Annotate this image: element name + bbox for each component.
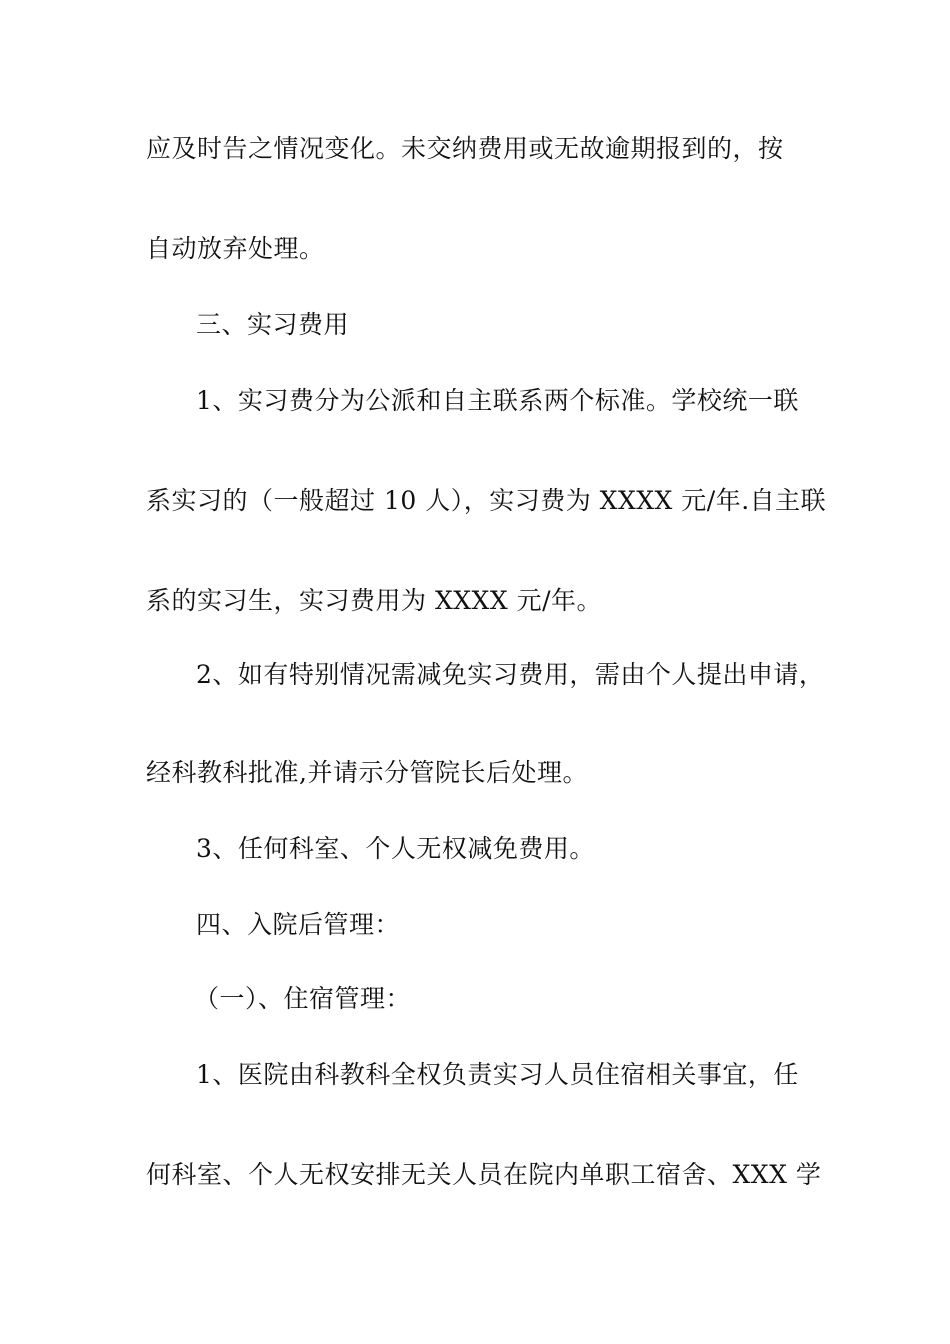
- paragraph-line: 应及时告之情况变化。未交纳费用或无故逾期报到的，按: [146, 134, 784, 163]
- subsection-heading-housing: （一）、住宿管理：: [194, 984, 412, 1013]
- paragraph-line: 自动放弃处理。: [146, 234, 325, 263]
- section-heading-fees: 三、实习费用: [196, 310, 350, 339]
- paragraph-line: 1、医院由科教科全权负责实习人员住宿相关事宜，任: [196, 1060, 799, 1089]
- paragraph-line: 3、任何科室、个人无权减免费用。: [196, 834, 595, 863]
- paragraph-line: 系的实习生，实习费用为 XXXX 元/年。: [146, 586, 603, 615]
- paragraph-line: 系实习的（一般超过 10 人），实习费为 XXXX 元/年.自主联: [146, 486, 827, 515]
- paragraph-line: 经科教科批准,并请示分管院长后处理。: [146, 758, 588, 787]
- paragraph-line: 1、实习费分为公派和自主联系两个标准。学校统一联: [196, 386, 799, 415]
- section-heading-management: 四、入院后管理：: [196, 910, 401, 939]
- paragraph-line: 何科室、个人无权安排无关人员在院内单职工宿舍、XXX 学: [146, 1160, 822, 1189]
- paragraph-line: 2、如有特别情况需减免实习费用，需由个人提出申请，: [196, 660, 825, 689]
